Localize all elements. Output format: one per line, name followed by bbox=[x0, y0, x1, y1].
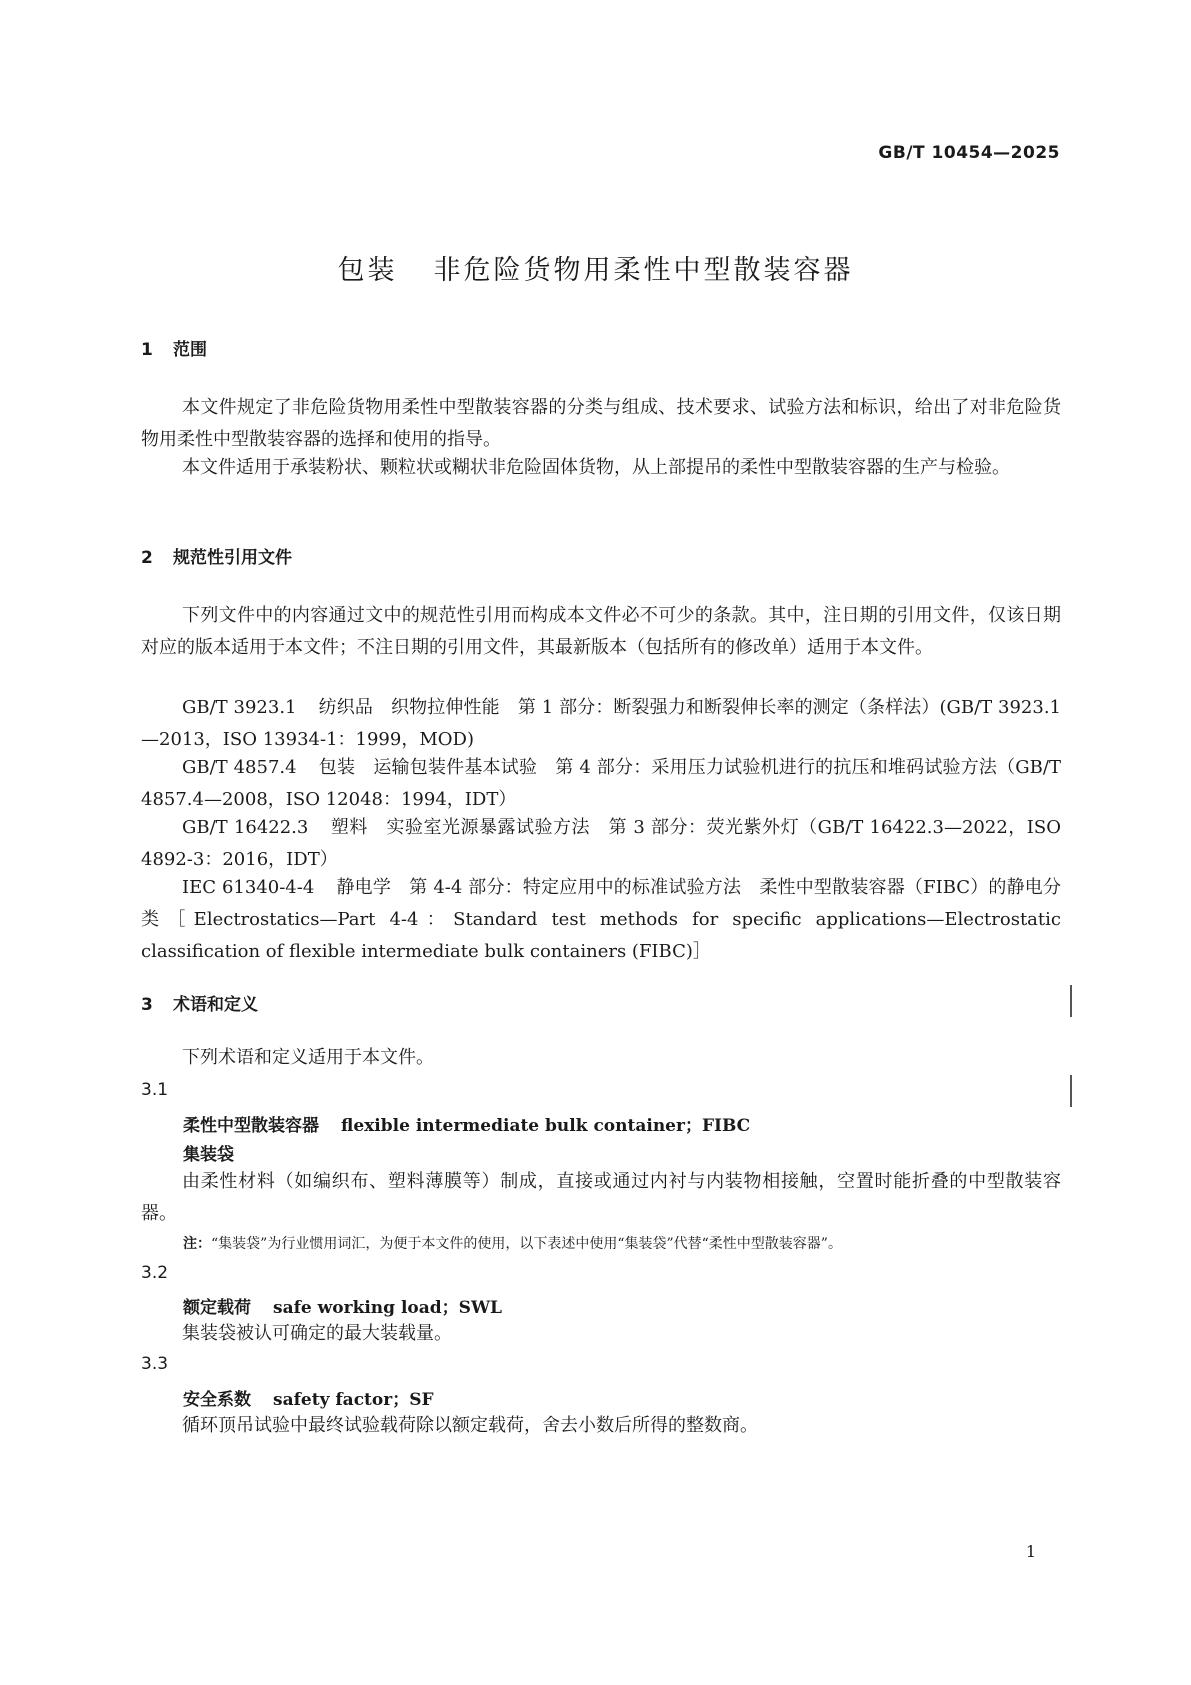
section-1-title: 范围 bbox=[173, 340, 207, 360]
reference-text: 塑料 实验室光源暴露试验方法 第 3 部分：荧光紫外灯（GB/T 16422.3—2022，ISO 4892-3：2016，IDT） bbox=[141, 817, 1062, 870]
reference-code: IEC 61340-4-4 bbox=[182, 877, 315, 898]
reference-code: GB/T 4857.4 bbox=[182, 757, 297, 778]
reference-item bbox=[141, 752, 1061, 816]
references-intro: 下列文件中的内容通过文中的规范性引用而构成本文件必不可少的条款。其中，注日期的引用文件，仅该日期对应的版本适用于本文件；不注日期的引用文件，其最新版本（包括所有的修改单）适用于本文件。 bbox=[141, 605, 1061, 658]
section-2-number: 2 bbox=[141, 548, 153, 568]
reference-item bbox=[141, 692, 1061, 756]
reference-text: 包装 运输包装件基本试验 第 4 部分：采用压力试验机进行的抗压和堆码试验方法（GB/T 4857.4—2008，ISO 12048：1994，IDT） bbox=[141, 757, 1061, 810]
term-definition: 由柔性材料（如编织布、塑料薄膜等）制成，直接或通过内衬与内装物相接触，空置时能折叠的中型散装容器。 bbox=[141, 1171, 1061, 1224]
term-heading bbox=[183, 1385, 434, 1410]
page-number: 1 bbox=[1025, 1542, 1036, 1561]
term-chinese: 安全系数 bbox=[183, 1390, 251, 1410]
scope-paragraph-1: 本文件规定了非危险货物用柔性中型散装容器的分类与组成、技术要求、试验方法和标识，给出了对非危险货物用柔性中型散装容器的选择和使用的指导。 bbox=[141, 397, 1061, 450]
clause-number: 3.2 bbox=[141, 1263, 169, 1283]
terms-intro: 下列术语和定义适用于本文件。 bbox=[182, 1047, 434, 1068]
term-heading bbox=[183, 1111, 750, 1136]
section-3-title: 术语和定义 bbox=[173, 995, 258, 1015]
term-english: safe working load；SWL bbox=[273, 1298, 502, 1318]
reference-item bbox=[141, 872, 1061, 968]
section-2-title: 规范性引用文件 bbox=[173, 548, 292, 568]
revision-bar bbox=[1070, 985, 1072, 1017]
note-text: “集装袋”为行业惯用词汇，为便于本文件的使用，以下表述中使用“集装袋”代替“柔性中型散装容器”。 bbox=[211, 1236, 842, 1252]
term-english: flexible intermediate bulk container；FIBC bbox=[341, 1116, 751, 1136]
term-note bbox=[183, 1233, 842, 1253]
term-chinese: 额定载荷 bbox=[183, 1298, 251, 1318]
reference-text: 纺织品 织物拉伸性能 第 1 部分：断裂强力和断裂伸长率的测定（条样法）(GB/T 3923.1—2013，ISO 13934-1：1999，MOD) bbox=[141, 697, 1061, 750]
term-alternative: 集装袋 bbox=[183, 1145, 234, 1165]
section-3-number: 3 bbox=[141, 995, 153, 1015]
term-english: safety factor；SF bbox=[273, 1390, 434, 1410]
section-1-heading bbox=[141, 335, 207, 360]
reference-text: 静电学 第 4-4 部分：特定应用中的标准试验方法 柔性中型散装容器（FIBC）的静电分类［Electrostatics—Part 4-4：Standard test methods for specific applications—Electrostatic classification of flexible intermediate bulk containers (FIBC)］ bbox=[141, 877, 1061, 962]
term-heading bbox=[183, 1293, 502, 1318]
title-part-1: 包装 bbox=[337, 255, 398, 286]
clause-number: 3.3 bbox=[141, 1354, 169, 1374]
reference-item bbox=[141, 812, 1061, 876]
section-1-number: 1 bbox=[141, 340, 153, 360]
term-definition: 集装袋被认可确定的最大装载量。 bbox=[182, 1323, 452, 1344]
scope-paragraph-2: 本文件适用于承装粉状、颗粒状或糊状非危险固体货物，从上部提吊的柔性中型散装容器的生产与检验。 bbox=[182, 457, 1010, 478]
reference-code: GB/T 16422.3 bbox=[182, 817, 309, 838]
revision-bar bbox=[1070, 1075, 1072, 1107]
reference-code: GB/T 3923.1 bbox=[182, 697, 297, 718]
section-3-heading bbox=[141, 990, 258, 1015]
document-title bbox=[0, 248, 1191, 287]
clause-number: 3.1 bbox=[141, 1080, 169, 1100]
term-chinese: 柔性中型散装容器 bbox=[183, 1116, 319, 1136]
term-definition: 循环顶吊试验中最终试验载荷除以额定载荷，舍去小数后所得的整数商。 bbox=[182, 1415, 758, 1436]
note-label: 注： bbox=[183, 1236, 211, 1252]
title-part-2: 非危险货物用柔性中型散装容器 bbox=[433, 255, 854, 286]
section-2-heading bbox=[141, 543, 292, 568]
standard-number: GB/T 10454—2025 bbox=[878, 143, 1060, 163]
